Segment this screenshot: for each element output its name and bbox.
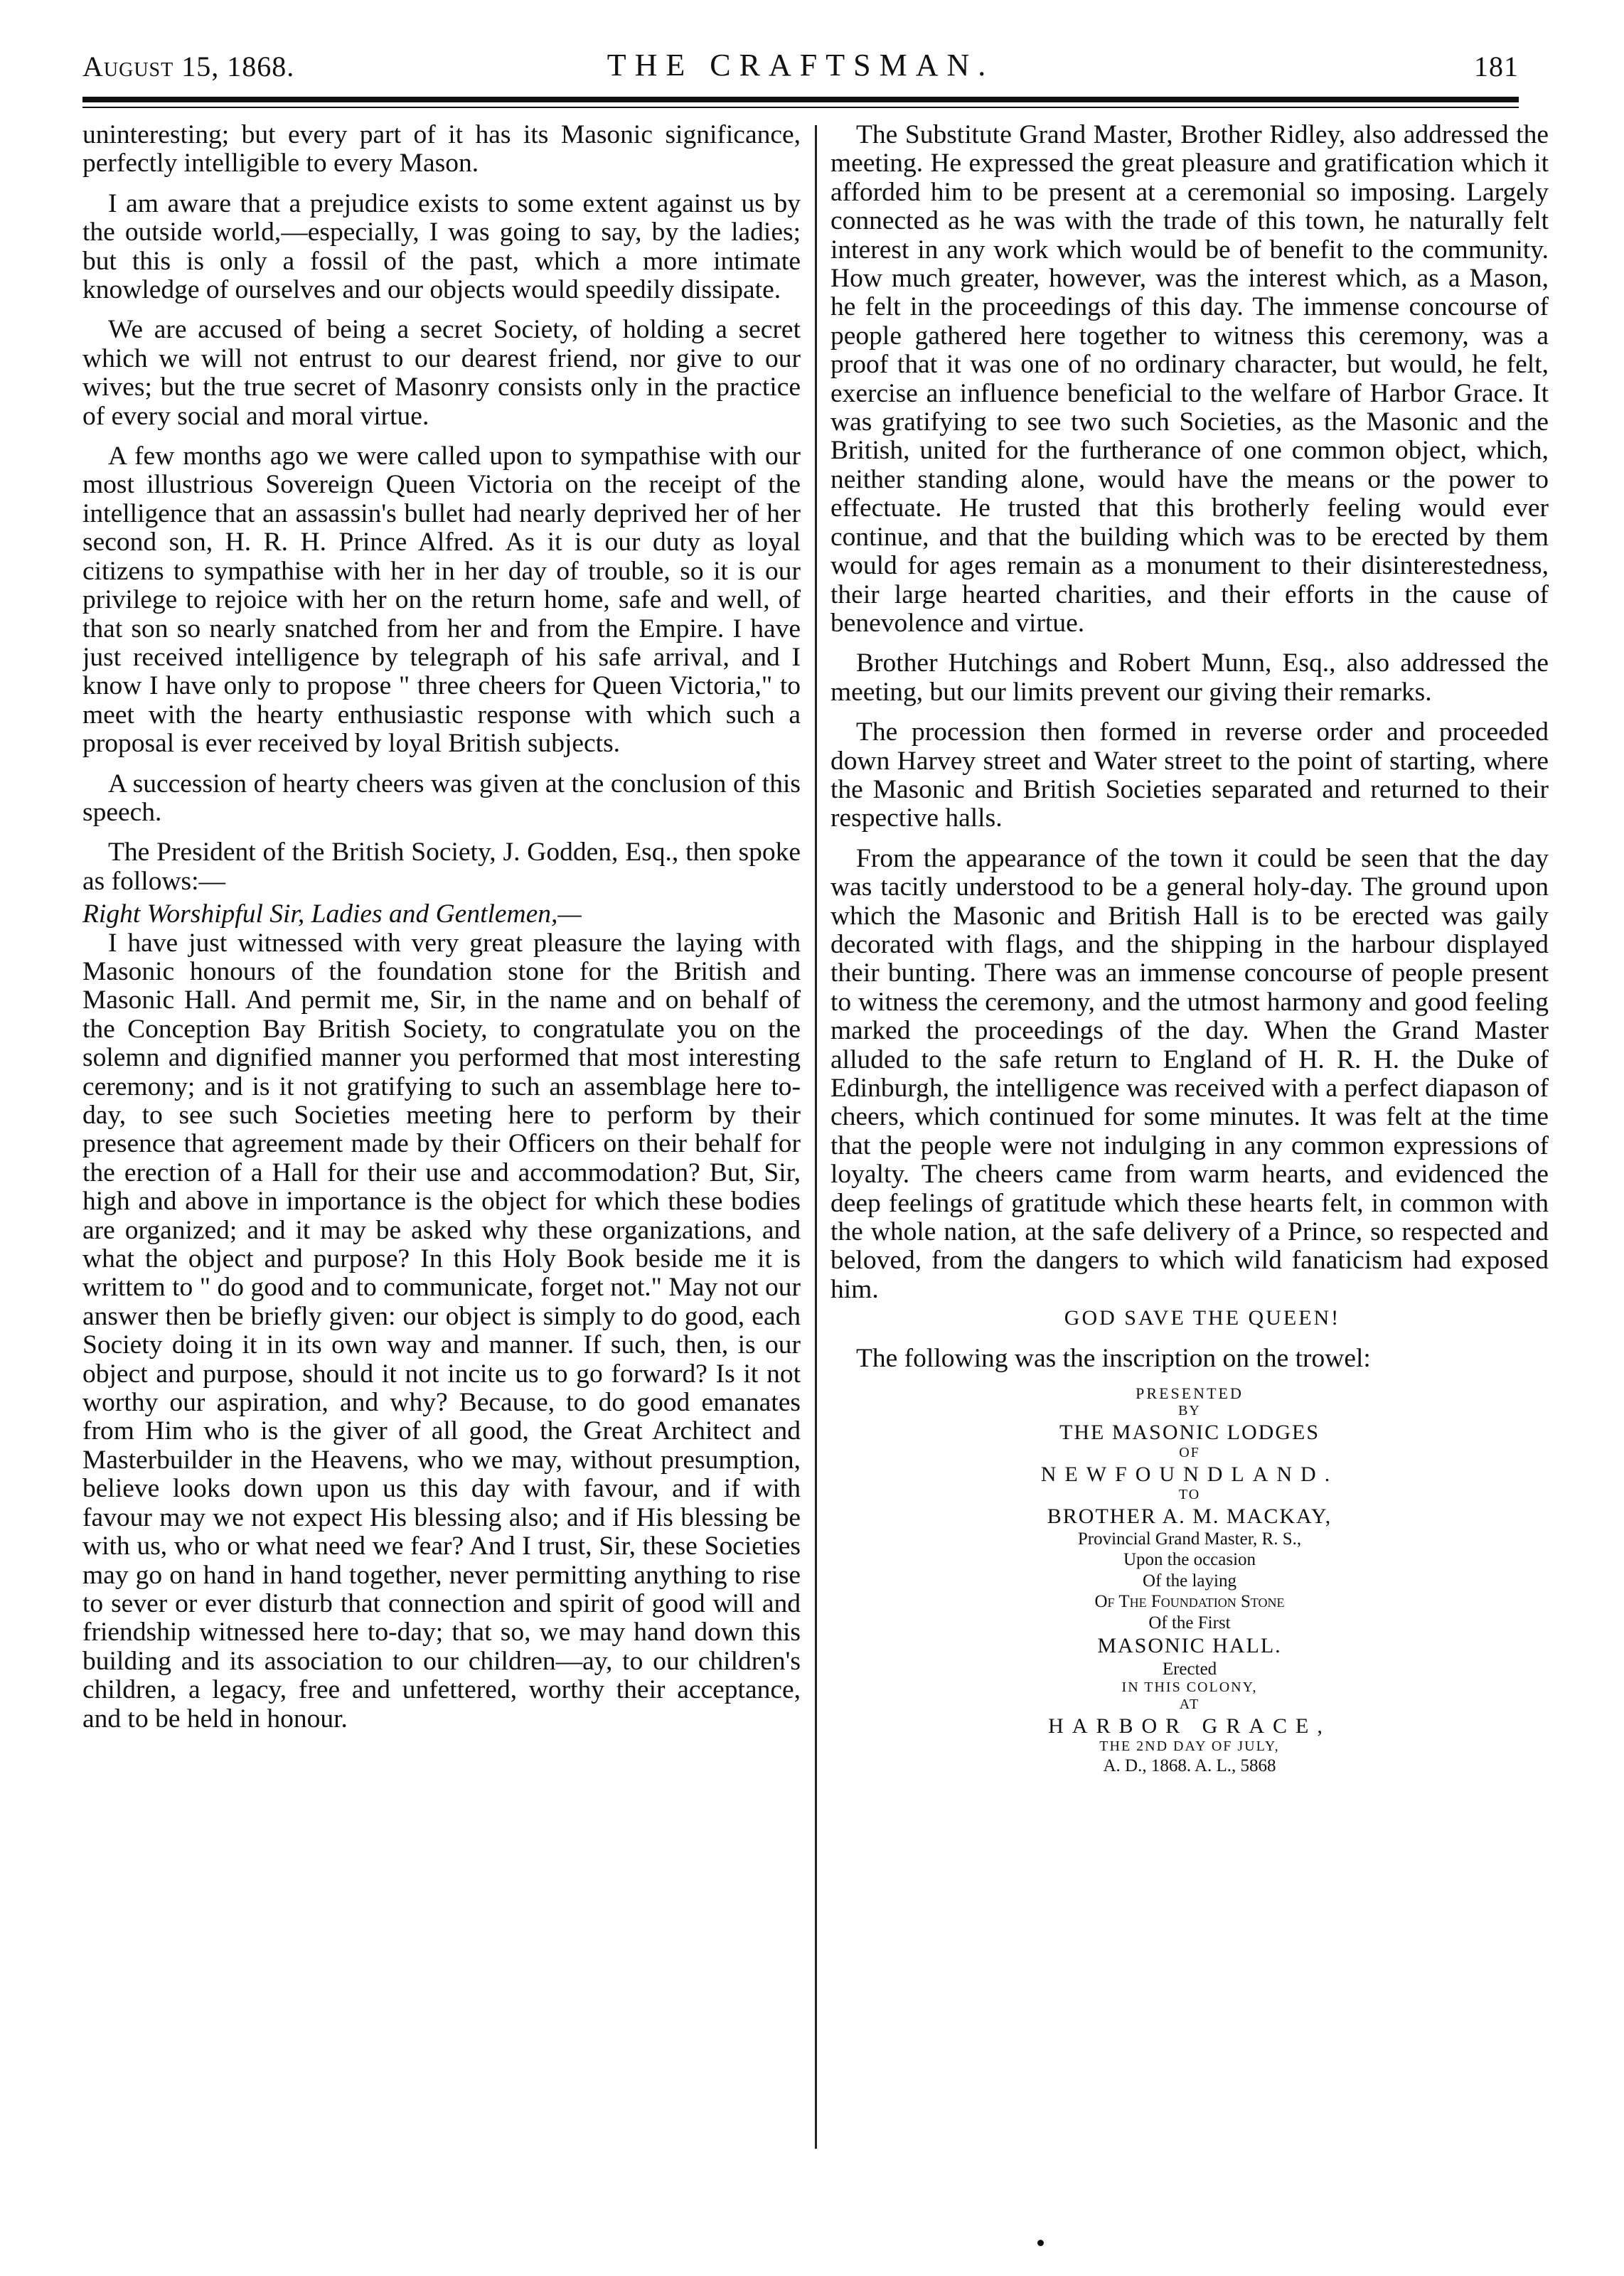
inscription-of: OF	[1179, 1445, 1200, 1460]
paragraph: Brother Hutchings and Robert Munn, Esq., also addressed the meeting, but our limits prevent our giving their remarks.	[830, 648, 1549, 707]
inscription-first: Of the First	[1148, 1613, 1231, 1633]
issue-date: August 15, 1868.	[82, 50, 295, 82]
inscription-to: TO	[1178, 1486, 1201, 1502]
inscription-lodges: THE MASONIC LODGES	[1059, 1420, 1320, 1444]
inscription-colony: IN THIS COLONY,	[1121, 1679, 1258, 1696]
paragraph: The procession then formed in reverse order and proceeded down Harvey street and Water street to the point of starting, where the Masonic and British Societies separated and returned to their respective halls.	[830, 717, 1549, 833]
inscription-erected: Erected	[1162, 1659, 1217, 1679]
paragraph: A succession of hearty cheers was given at the conclusion of this speech.	[82, 769, 801, 827]
inscription-laying: Of the laying	[1143, 1571, 1236, 1591]
paragraph: A few months ago we were called upon to sympathise with our most illustrious Sovereign Queen Victoria on the receipt of the intelligence that an assassin's bullet had nearly deprived her of her second son, H. R. H. Prince Alfred. As it is our duty as loyal citizens to sympathise with her in her day of trouble, so it is our privilege to rejoice with her on the return home, safe and well, of that son so nearly snatched from her and from the Empire. I have just received intelligence by telegraph of his safe arrival, and I know I have only to propose " three cheers for Queen Victoria," to meet with the hearty enthusiastic response with which such a proposal is ever received by loyal British subjects.	[82, 442, 801, 759]
trowel-intro: The following was the inscription on the trowel:	[856, 1343, 1371, 1373]
speech-salutation: Right Worshipful Sir, Ladies and Gentlemen,—	[82, 899, 582, 929]
masthead	[82, 44, 1519, 87]
inscription-years: A. D., 1868. A. L., 5868	[1103, 1756, 1276, 1775]
inscription-place: HARBOR GRACE,	[1048, 1714, 1331, 1738]
paragraph: uninteresting; but every part of it has its Masonic significance, perfectly intelligible to every Mason.	[82, 121, 801, 178]
left-column	[82, 121, 801, 2140]
inscription-newfoundland: NEWFOUNDLAND.	[1040, 1462, 1339, 1486]
god-save-the-queen: GOD SAVE THE QUEEN!	[1064, 1306, 1341, 1330]
paragraph: I am aware that a prejudice exists to some extent against us by the outside world,—especially, I was going to say, by the ladies; but this is only a fossil of the past, which a more intimate knowledge of ourselves and our objects would speedily dissipate.	[82, 188, 801, 305]
inscription-presented: PRESENTED	[1136, 1384, 1244, 1403]
paragraph: We are accused of being a secret Society, of holding a secret which we will not entrust to our dearest friend, nor give to our wives; but the true secret of Masonry consists only in the practice of every social and moral virtue.	[82, 315, 801, 431]
inscription-occasion: Upon the occasion	[1123, 1550, 1256, 1570]
page-number: 181	[1474, 50, 1519, 82]
inscription-stone: Of The Foundation Stone	[1094, 1592, 1285, 1612]
inscription-date-line: THE 2ND DAY OF JULY,	[1099, 1738, 1280, 1754]
footer-dot	[1037, 2240, 1044, 2246]
speech-body: I have just witnessed with very great pleasure the laying with Masonic honours of the foundation stone for the British and Masonic Hall. And permit me, Sir, in the name and on behalf of the Conception Bay British Society, to congratulate you on the solemn and dignified manner you performed that most interesting ceremony; and is it not gratifying to such an assemblage here to-day, to see such Societies meeting here to perform by their presence that agreement made by their Officers on their behalf for the erection of a Hall for their use and accommodation? But, Sir, high and above in importance is the object for which these bodies are organized; and it may be asked why these organizations, and what the object and purpose? In this Holy Book beside me it is writtem to " do good and to communicate, forget not." May not our answer then be briefly given: our object is simply to do good, each Society doing it in its own way and manner. If such, then, is our object and purpose, should it not incite us to go forward? Is it not worthy our aspiration, and why? Because, to do good emanates from Him who is the giver of all good, the Great Architect and Masterbuilder in the Heavens, who we may, without presumption, believe looks down upon us this day with favour, and if with favour may we not expect His blessing also; and if His blessing be with us, who or what need we fear? And I trust, Sir, these Societies may go on hand in hand together, never permitting anything to rise to sever or ever disturb that connection and spirit of good will and friendship witnessed here to-day; that so, we may hand down this building and its association to our children—ay, to our children's children, a legacy, free and unfettered, worthy their acceptance, and to be held in honour.	[82, 928, 801, 1733]
trowel-inscription	[830, 1384, 1549, 1776]
inscription-hall: MASONIC HALL.	[1097, 1634, 1282, 1658]
paragraph: The President of the British Society, J. Godden, Esq., then spoke as follows:—	[82, 838, 801, 896]
header-rule-thin	[82, 107, 1519, 108]
inscription-at: AT	[1179, 1696, 1200, 1712]
header-rule-thick	[82, 97, 1519, 102]
inscription-office: Provincial Grand Master, R. S.,	[1077, 1529, 1302, 1549]
inscription-by: BY	[1178, 1403, 1201, 1419]
paragraph: The Substitute Grand Master, Brother Ridley, also addressed the meeting. He expressed the great pleasure and gratification which it afforded him to be present at a ceremonial so imposing. Largely connected as he was with the trade of this town, he naturally felt interest in any work which would be of benefit to the community. How much greater, however, was the interest which, as a Mason, he felt in the proceedings of this day. The immense concourse of people gathered here together to witness this ceremony, was a proof that it was one of no ordinary character, but would, he felt, exercise an influence beneficial to the welfare of Harbor Grace. It was gratifying to see two such Societies, as the Masonic and the British, united for the furtherance of one common object, which, neither standing alone, would have the means or the power to effectuate. He trusted that this brotherly feeling would ever continue, and that the building which was to be erected by them would for ages remain as a monument to their disinterestedness, their large hearted charities, and their efforts in the cause of benevolence and virtue.	[830, 121, 1549, 638]
paragraph: From the appearance of the town it could be seen that the day was tacitly understood to be a general holy-day. The ground upon which the Masonic and British Hall is to be erected was gaily decorated with flags, and the shipping in the harbour displayed their bunting. There was an immense concourse of people present to witness the ceremony, and the utmost harmony and good feeling marked the proceedings of the day. When the Grand Master alluded to the safe return to England of H. R. H. the Duke of Edinburgh, the intelligence was received with a perfect diapason of cheers, which continued for some minutes. It was felt at the time that the people were not indulging in any common expressions of loyalty. The cheers came from warm hearts, and evidenced the deep feelings of gratitude which these hearts felt, in common with the whole nation, at the safe delivery of a Prince, so respected and beloved, from the dangers to which wild fanaticism had exposed him.	[830, 843, 1549, 1304]
journal-title: THE CRAFTSMAN.	[607, 48, 995, 82]
inscription-recipient: BROTHER A. M. MACKAY,	[1047, 1504, 1332, 1528]
column-divider	[815, 125, 817, 2149]
right-column	[830, 121, 1549, 2140]
